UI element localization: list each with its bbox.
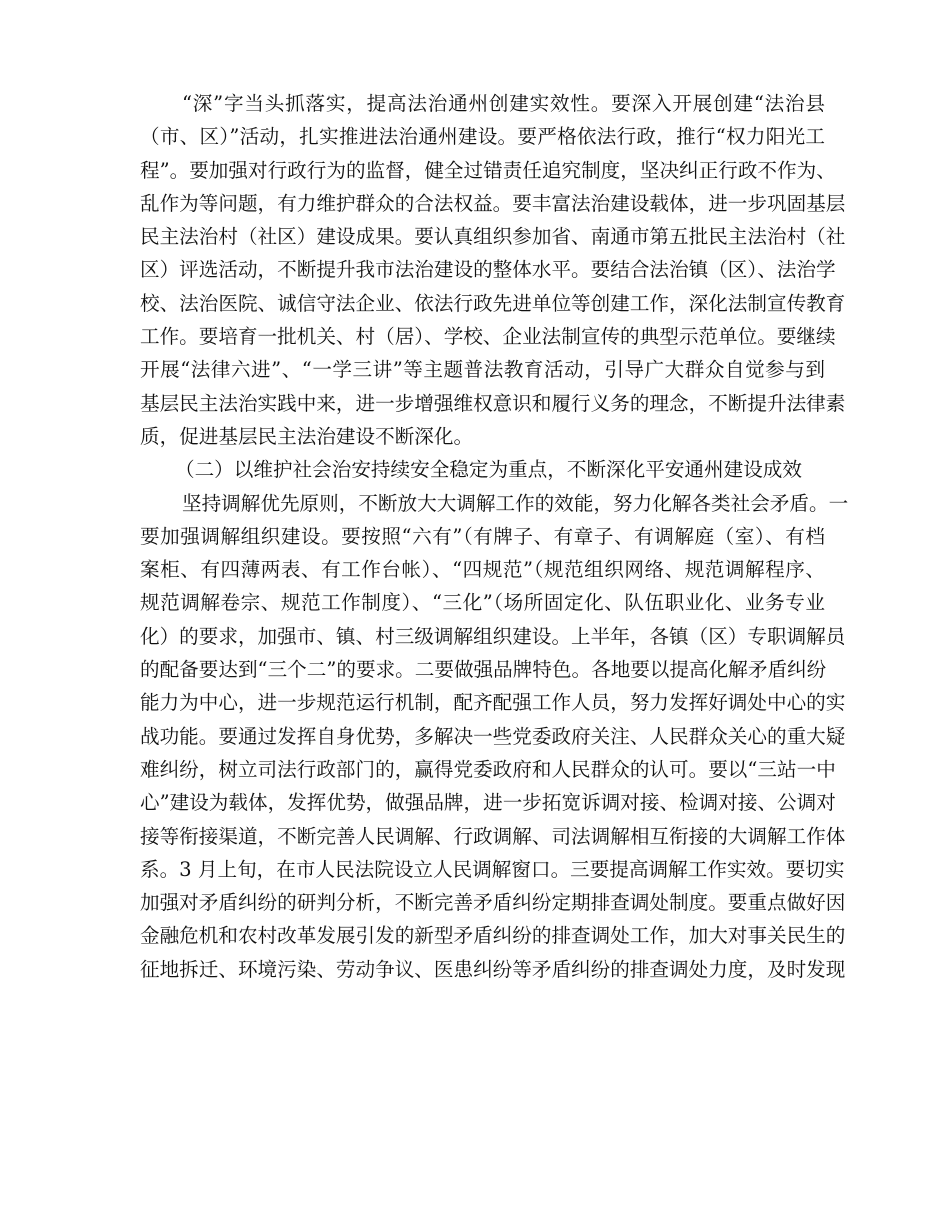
paragraph-2-line: 的配备要达到“三个二”的要求。二要做强品牌特色。各地要以提高化解矛盾纠纷 [140,658,827,682]
paragraph-1-line: 民主法治村（社区）建设成果。要认真组织参加省、南通市第五批民主法治村（社 [140,225,846,249]
paragraph-2-line: 征地拆迁、环境污染、劳动争议、医患纠纷等矛盾纠纷的排查调处力度，及时发现 [140,957,846,981]
paragraph-2-line: 加强对矛盾纠纷的研判分析，不断完善矛盾纠纷定期排查调处制度。要重点做好因 [140,891,846,915]
paragraph-2-line: 坚持调解优先原则，不断放大大调解工作的效能，努力化解各类社会矛盾。一 [182,491,849,515]
paragraph-1-line: 基层民主法治实践中来，进一步增强维权意识和履行义务的理念，不断提升法律素 [140,391,846,415]
paragraph-2-line: 能力为中心，进一步规范运行机制，配齐配强工作人员，努力发挥好调处中心的实 [140,691,846,715]
paragraph-2-line: 要加强调解组织建设。要按照“六有”（有牌子、有章子、有调解庭（室）、有档 [140,524,825,548]
document-body [140,87,849,986]
paragraph-2-line: 战功能。要通过发挥自身优势，多解决一些党委政府关注、人民群众关心的重大疑 [140,724,846,748]
paragraph-1-line: “深”字当头抓落实，提高法治通州创建实效性。要深入开展创建“法治县 [182,92,825,115]
paragraph-2-line: 接等衔接渠道，不断完善人民调解、行政调解、司法调解相互衔接的大调解工作体 [140,824,846,848]
paragraph-1 [140,87,846,453]
paragraph-1-line: 工作。要培育一批机关、村（居）、学校、企业法制宣传的典型示范单位。要继续 [140,325,836,349]
paragraph-2-line: 难纠纷，树立司法行政部门的，赢得党委政府和人民群众的认可。要以“三站一中 [140,757,836,781]
paragraph-2-line: 金融危机和农村改革发展引发的新型矛盾纠纷的排查调处工作，加大对事关民生的 [140,924,846,948]
section-heading: （二）以维护社会治安持续安全稳定为重点，不断深化平安通州建设成效 [175,458,802,482]
paragraph-1-line: （市、区）”活动，扎实推进法治通州建设。要严格依法行政，推行“权力阳光工 [140,125,825,149]
paragraph-1-line: 程”。要加强对行政行为的监督，健全过错责任追究制度，坚决纠正行政不作为、 [140,158,836,182]
paragraph-2-line: 案柜、有四薄两表、有工作台帐）、“四规范”（规范组织网络、规范调解程序、 [140,558,825,582]
paragraph-1-line: 区）评选活动，不断提升我市法治建设的整体水平。要结合法治镇（区）、法治学 [140,258,836,282]
paragraph-2-line: 系。3 月上旬，在市人民法院设立人民调解窗口。三要提高调解工作实效。要切实 [140,857,845,881]
paragraph-2 [140,487,849,986]
paragraph-1-line: 开展“法律六进”、“一学三讲”等主题普法教育活动，引导广大群众自觉参与到 [140,358,825,382]
paragraph-2-line: 心”建设为载体，发挥优势，做强品牌，进一步拓宽诉调对接、检调对接、公调对 [140,791,836,815]
paragraph-1-line: 乱作为等问题，有力维护群众的合法权益。要丰富法治建设载体，进一步巩固基层 [140,191,846,215]
paragraph-1-line: 质，促进基层民主法治建设不断深化。 [140,424,474,448]
paragraph-2-line: 规范调解卷宗、规范工作制度）、“三化”（场所固定化、队伍职业化、业务专业 [140,591,825,615]
paragraph-1-line: 校、法治医院、诚信守法企业、依法行政先进单位等创建工作，深化法制宣传教育 [140,291,846,315]
paragraph-2-line: 化）的要求，加强市、镇、村三级调解组织建设。上半年，各镇（区）专职调解员 [140,624,846,648]
